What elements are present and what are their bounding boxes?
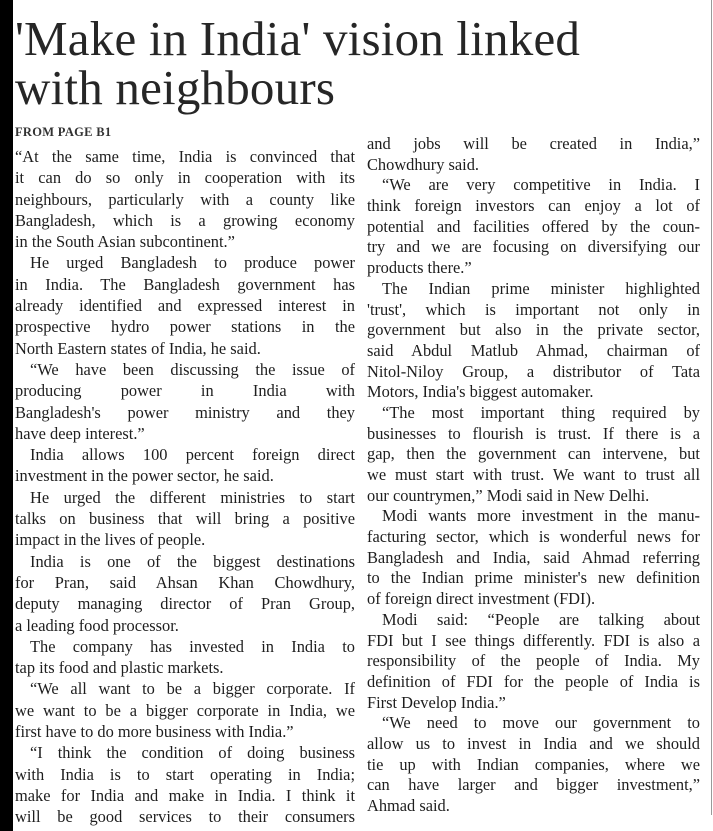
text-line: Motors, India's biggest automaker. <box>367 382 594 402</box>
text-line: India allows 100 percent foreign direct <box>30 445 355 465</box>
text-line: Chowdhury said. <box>367 154 479 174</box>
text-line: businesses to flourish is trust. If there is a <box>367 423 700 443</box>
text-line: India is one of the biggest destinations <box>30 551 355 571</box>
headline <box>15 11 581 115</box>
paragraph <box>367 279 700 403</box>
text-line: Bangladesh's power ministry and they <box>15 402 355 422</box>
text-line: to the Indian prime minister's new definition <box>367 568 700 588</box>
text-line: “At the same time, India is convinced that <box>15 147 355 166</box>
paragraph <box>15 444 355 487</box>
text-line: and jobs will be created in India,” <box>367 134 700 153</box>
paragraph <box>15 551 355 636</box>
text-line: allow us to invest in India and we should <box>367 733 700 753</box>
paragraph <box>15 636 355 679</box>
text-line: He urged the different ministries to start <box>30 487 355 507</box>
text-line: our countrymen,” Modi said in New Delhi. <box>367 485 650 505</box>
text-line: in India. The Bangladesh government has <box>15 274 355 294</box>
paragraph <box>15 146 355 252</box>
text-line: products there.” <box>367 258 472 278</box>
text-line: try and we are focusing on diversifying our <box>367 237 700 257</box>
text-line: tie up with Indian companies, where we <box>367 754 700 774</box>
text-line: impact in the lives of people. <box>15 530 206 550</box>
text-line: prospective hydro power stations in the <box>15 317 355 337</box>
paragraph <box>367 610 700 713</box>
text-line: He urged Bangladesh to produce power <box>30 253 355 273</box>
text-line: “We have been discussing the issue of <box>30 359 355 379</box>
text-line: deputy managing director of Pran Group, <box>15 594 355 614</box>
column-rule <box>711 0 712 815</box>
text-line: Bangladesh, which is a growing economy <box>15 210 355 230</box>
paragraph <box>367 175 700 278</box>
text-line: “We need to move our government to <box>382 713 700 733</box>
text-line: potential and facilities offered by the coun- <box>367 216 700 236</box>
text-line: talks on business that will bring a positive <box>15 509 355 529</box>
text-line: we want to be a bigger corporate in India, we <box>15 700 355 720</box>
text-line: producing power in India with <box>15 381 355 401</box>
text-line: it can do so only in cooperation with its <box>15 168 355 188</box>
text-line: responsibility of the people of India. My <box>367 651 700 671</box>
paragraph <box>367 403 700 506</box>
paragraph <box>15 742 355 827</box>
scan-edge-border <box>0 0 13 831</box>
headline-line: with neighbours <box>15 60 336 115</box>
paragraph <box>15 359 355 444</box>
text-line: think foreign investors can enjoy a lot of <box>367 196 700 216</box>
article-column-left <box>15 146 355 828</box>
text-line: with India is to start operating in India; <box>15 764 355 784</box>
text-line: FDI but I see things differently. FDI is also a <box>367 630 700 650</box>
continued-from-label: FROM PAGE B1 <box>15 125 112 139</box>
paragraph <box>15 487 355 551</box>
text-line: 'trust', which is important not only in <box>367 299 700 319</box>
paragraph <box>367 506 700 609</box>
text-line: already identified and expressed interest in <box>15 296 355 316</box>
text-line: “We are very competitive in India. I <box>382 175 700 195</box>
text-line: in the South Asian subcontinent.” <box>15 232 235 252</box>
text-line: tap its food and plastic markets. <box>15 658 224 678</box>
paragraph <box>367 713 700 816</box>
text-line: The Indian prime minister highlighted <box>382 278 700 298</box>
text-line: definition of FDI for the people of India is <box>367 671 700 691</box>
text-line: gap, then the government can intervene, but <box>367 444 700 464</box>
text-line: “I think the condition of doing business <box>30 743 355 763</box>
paragraph <box>367 134 700 175</box>
text-line: neighbours, particularly with a county like <box>15 189 355 209</box>
text-line: for Pran, said Ahsan Khan Chowdhury, <box>15 572 355 592</box>
paragraph <box>15 678 355 742</box>
text-line: Bangladesh and India, said Ahmad referring <box>367 547 700 567</box>
text-line: “We all want to be a bigger corporate. If <box>30 679 355 699</box>
text-line: said Abdul Matlub Ahmad, chairman of <box>367 340 700 360</box>
text-line: government but also in the private sector, <box>367 320 700 340</box>
article-column-right <box>367 134 700 817</box>
text-line: facturing sector, which is wonderful news for <box>367 527 700 547</box>
text-line: Modi wants more investment in the manu- <box>382 506 700 526</box>
text-line: Modi said: “People are talking about <box>382 609 700 629</box>
text-line: will be good services to their consumers <box>15 807 355 827</box>
text-line: North Eastern states of India, he said. <box>15 338 261 358</box>
text-line: First Develop India.” <box>367 692 506 712</box>
text-line: first have to do more business with India.” <box>15 722 294 742</box>
text-line: Nitol-Niloy Group, a distributor of Tata <box>367 361 700 381</box>
text-line: have deep interest.” <box>15 423 145 443</box>
text-line: Ahmad said. <box>367 796 450 815</box>
text-line: of foreign direct investment (FDI). <box>367 589 596 609</box>
text-line: “The most important thing required by <box>382 402 700 422</box>
paragraph <box>15 252 355 358</box>
text-line: investment in the power sector, he said. <box>15 466 274 486</box>
text-line: we must start with trust. We want to trust all <box>367 465 700 484</box>
text-line: The company has invested in India to <box>30 636 355 656</box>
headline-line: 'Make in India' vision linked <box>15 11 581 66</box>
text-line: a leading food processor. <box>15 615 179 635</box>
text-line: can have larger and bigger investment,” <box>367 775 700 795</box>
text-line: make for India and make in India. I think it <box>15 785 355 805</box>
